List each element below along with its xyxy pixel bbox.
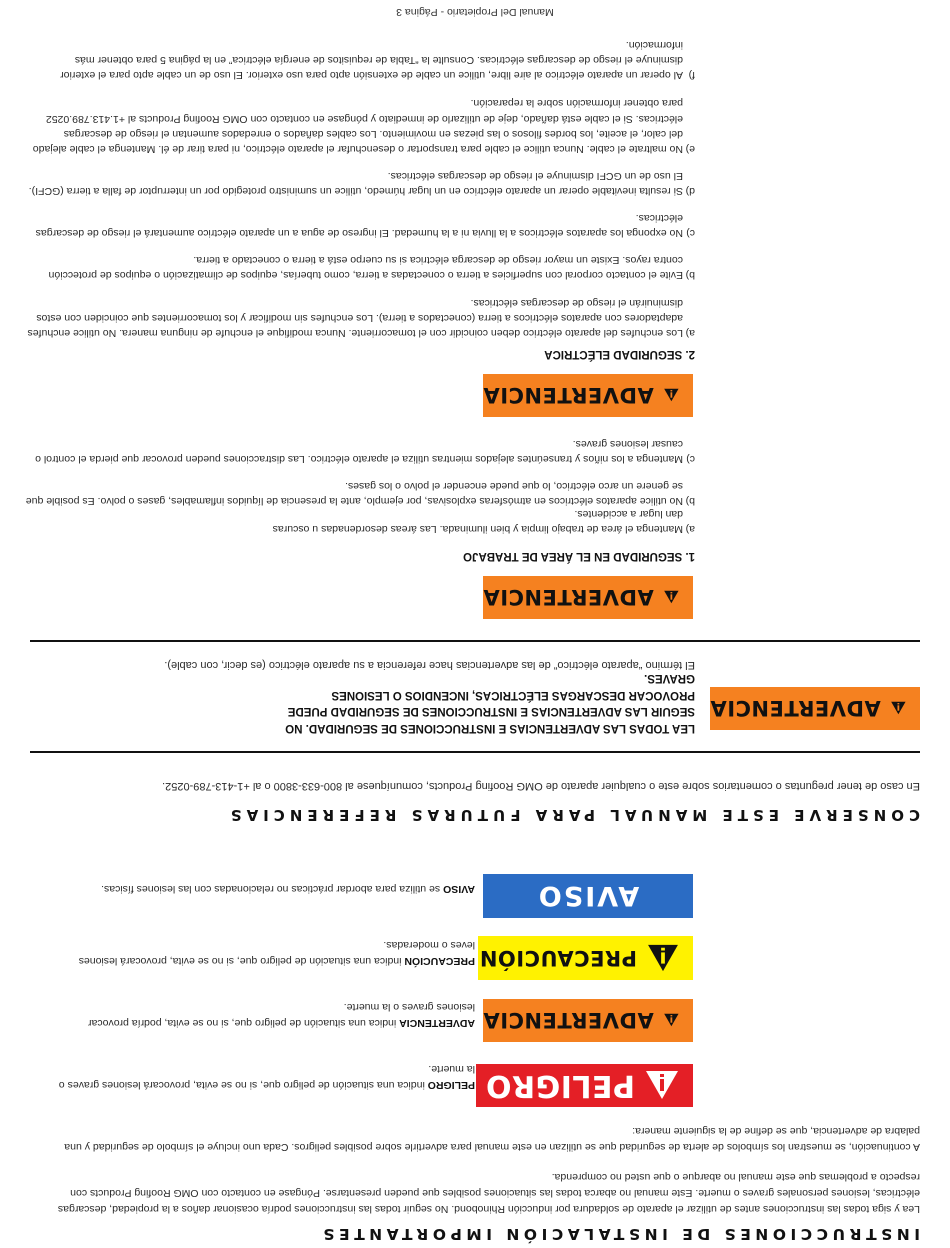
notice-signal-label: AVISO — [483, 874, 693, 918]
section1-warning-banner: ADVERTENCIA — [483, 576, 693, 619]
section2-item-f: f) Al operar un aparato eléctrico al aire libre, utilice un cable de extensión apto para uso exterior. El uso de un cable apto para el exterior disminuye el riesgo de descargas eléctricas. Consulte la “Tabla de requisitos de energía eléctrica” en la página 5 para obtener más información. — [60, 38, 695, 81]
caution-definition: PRECAUCIÓN indica una situación de peligro que, si no se evita, provocará lesiones leves o moderadas. — [78, 939, 475, 967]
safety-alert-icon — [891, 695, 906, 723]
contact-paragraph: En caso de tener preguntas o comentarios sobre este o cualquier aparato de OMG Roofing Products, comuníquese al 800-633-3800 o al +1-413-789-0252. — [162, 780, 920, 792]
safety-alert-icon — [664, 584, 679, 612]
keep-manual-heading: CONSERVE ESTE MANUAL PARA FUTURAS REFERENCIAS — [225, 806, 920, 824]
danger-signal-label: PELIGRO — [476, 1064, 693, 1107]
section2-item-a: a) Los enchufes del aparato eléctrico deben coincidir con el tomacorriente. Nunca modifique el enchufe de ninguna manera. No utilice enchufes adaptadores con aparatos eléctricos a tierra (conectados a tierra). Los enchufes sin modificar y los tomacorrientes que coinciden con estos disminuirán el riesgo de descargas eléctricas. — [27, 296, 695, 339]
safety-alert-icon — [647, 944, 679, 972]
intro-symbols-paragraph: A continuación, se muestran los símbolos de alerta de seguridad que se utilizan en este manual para advertirle sobre posibles peligros. Cada uno incluye el símbolo de seguridad y una palabra de advertencia, que se define de la siguiente manera: — [64, 1125, 920, 1153]
warning-definition: ADVERTENCIA indica una situación de peligro que, si no se evita, podría provocar lesiones graves o la muerte. — [88, 1001, 475, 1029]
page-footer: Manual Del Propietario - Página 3 — [396, 6, 554, 18]
section2-item-c: c) No exponga los aparatos eléctricos a la lluvia ni a la humedad. El ingreso de agua a un aparato eléctrico aumentará el riesgo de descargas eléctricas. — [35, 211, 695, 239]
divider — [30, 640, 920, 642]
main-warning-text: LEA TODAS LAS ADVERTENCIAS E INSTRUCCIONES DE SEGURIDAD. NO SEGUIR LAS ADVERTENCIAS E INSTRUCCIONES DE SEGURIDAD PUEDE PROVOCAR DESCARGAS ELÉCTRICAS, INCENDIOS O LESIONES GRAVES. — [285, 671, 695, 734]
intro-paragraph: Lea y siga todas las instrucciones antes de utilizar el aparato de soldadura por inducción Rhinobond. No seguir todas las instrucciones podría ocasionar daños a la propiedad, descargas eléctricas, lesiones personales graves o muerte. Este manual no abarca todas las situaciones posibles que pueden presentarse. Póngase en contacto con OMG Roofing Products con respecto a problemas que este manual no abarque o que usted no comprenda. — [57, 1171, 920, 1215]
danger-definition: PELIGRO indica una situación de peligro que, si no se evita, provocará lesiones graves o la muerte. — [58, 1063, 475, 1091]
divider — [30, 751, 920, 753]
section2-item-d: d) Si resulta inevitable operar un aparato eléctrico en un lugar húmedo, utilice un suministro protegido por un interruptor de falla a tierra (GCFI). El uso de un GCFI disminuye el riesgo de descargas eléctricas. — [28, 169, 695, 197]
page-title: INSTRUCCIONES DE INSTALACIÓN IMPORTANTES — [318, 1225, 920, 1243]
notice-definition: AVISO se utiliza para abordar prácticas no relacionadas con las lesiones físicas. — [101, 883, 475, 895]
section1-item-a: a) Mantenga el área de trabajo limpia y bien iluminada. Las áreas desordenadas u oscuras dan lugar a accidentes. — [272, 507, 695, 535]
safety-alert-icon — [664, 1007, 679, 1035]
safety-alert-icon — [645, 1071, 679, 1101]
main-warning-note: El término “aparato eléctrico” de las advertencias hace referencia a su aparato eléctrico (es decir, con cable). — [164, 659, 695, 671]
section1-title: 1. SEGURIDAD EN EL ÁREA DE TRABAJO — [463, 550, 695, 562]
caution-signal-label: PRECAUCIÓN — [478, 936, 693, 980]
section2-title: 2. SEGURIDAD ELÉCTRICA — [544, 348, 695, 360]
section1-item-c: c) Mantenga a los niños y transeúntes alejados mientras utiliza el aparato eléctrico. Las distracciones pueden provocar que pierda el control o causar lesiones graves. — [35, 437, 695, 465]
section2-warning-banner: ADVERTENCIA — [483, 374, 693, 417]
warning-signal-label: ADVERTENCIA — [483, 999, 693, 1042]
main-warning-label: ADVERTENCIA — [710, 687, 920, 730]
section2-item-b: b) Evite el contacto corporal con superficies a tierra o conectadas a tierra, como tuberías, equipos de climatización o equipos de protección contra rayos. Existe un mayor riesgo de descarga eléctrica si su cuerpo está a tierra o conectado a tierra. — [48, 253, 695, 281]
section2-item-e: e) No maltrate el cable. Nunca utilice el cable para transportar o desenchufar el aparato eléctrico, ni para tirar de él. Mantenga el cable alejado del calor, el aceite, los bordes filosos o las piezas en movimiento. Los cables dañados o enredados aumentan el riesgo de descargas eléctricas. Si el cable está dañado, deje de utilizarlo de inmediato y póngase en contacto con OMG Roofing Products al +1.413.789.0252 para obtener información sobre la reparación. — [32, 97, 695, 155]
safety-alert-icon — [664, 382, 679, 410]
section1-item-b: b) No utilice aparatos eléctricos en atmósferas explosivas, por ejemplo, ante la presencia de líquidos inflamables, gases o polvo. Es posible que se genere un arco eléctrico, lo que puede encender el polvo o los gases. — [25, 479, 695, 507]
